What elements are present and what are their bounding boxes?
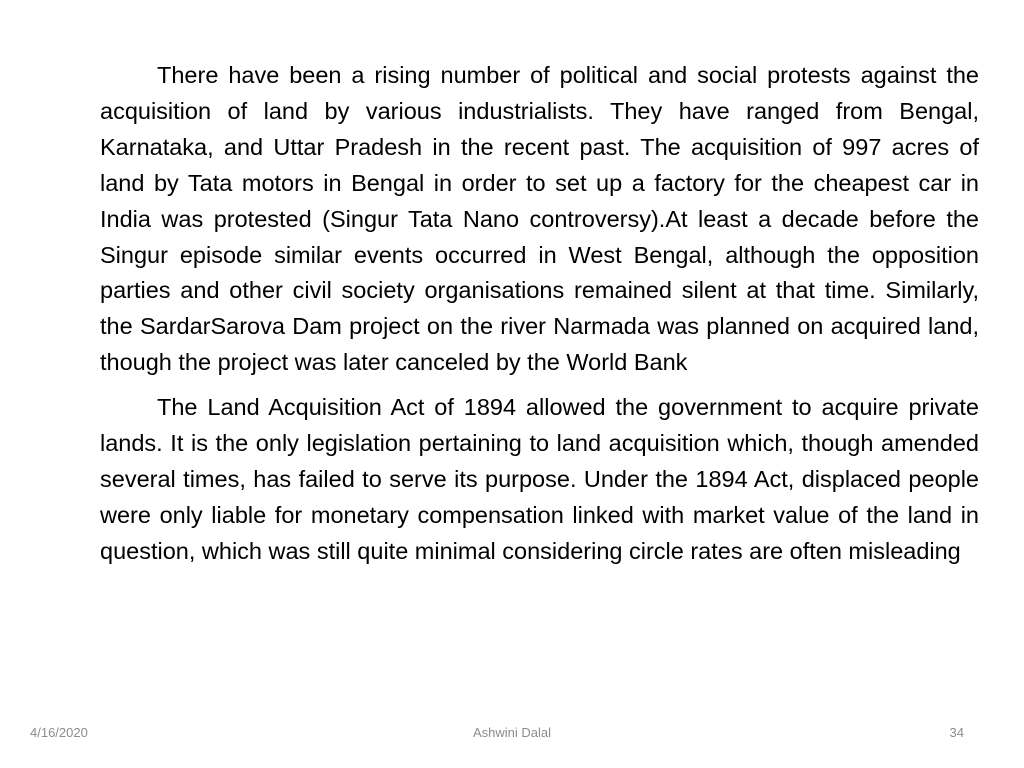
paragraph-land-protests: There have been a rising number of political and social protests against the acquisition of land by various industrialists. They have ranged from Bengal, Karnataka, and Uttar Pradesh in the recent past. The acquisition of 997 acres of land by Tata motors in Bengal in order to set up a factory for the cheapest car in India was protested (Singur Tata Nano controversy).At least a decade before the Singur episode similar events occurred in West Bengal, although the opposition parties and other civil society organisations remained silent at that time. Similarly, the SardarSarova Dam project on the river Narmada was planned on acquired land, though the project was later canceled by the World Bank [100, 62, 979, 376]
footer-date: 4/16/2020 [30, 725, 88, 740]
slide-body [100, 58, 979, 570]
footer-author: Ashwini Dalal [472, 725, 552, 740]
slide-number: 34 [949, 725, 964, 740]
paragraph-land-acquisition-act: The Land Acquisition Act of 1894 allowed the government to acquire private lands. It is the only legislation pertaining to land acquisition which, though amended several times, has failed to serve its purpose. Under the 1894 Act, displaced people were only liable for monetary compensation linked with market value of the land in question, which was still quite minimal considering circle rates are often misleading [100, 394, 979, 564]
